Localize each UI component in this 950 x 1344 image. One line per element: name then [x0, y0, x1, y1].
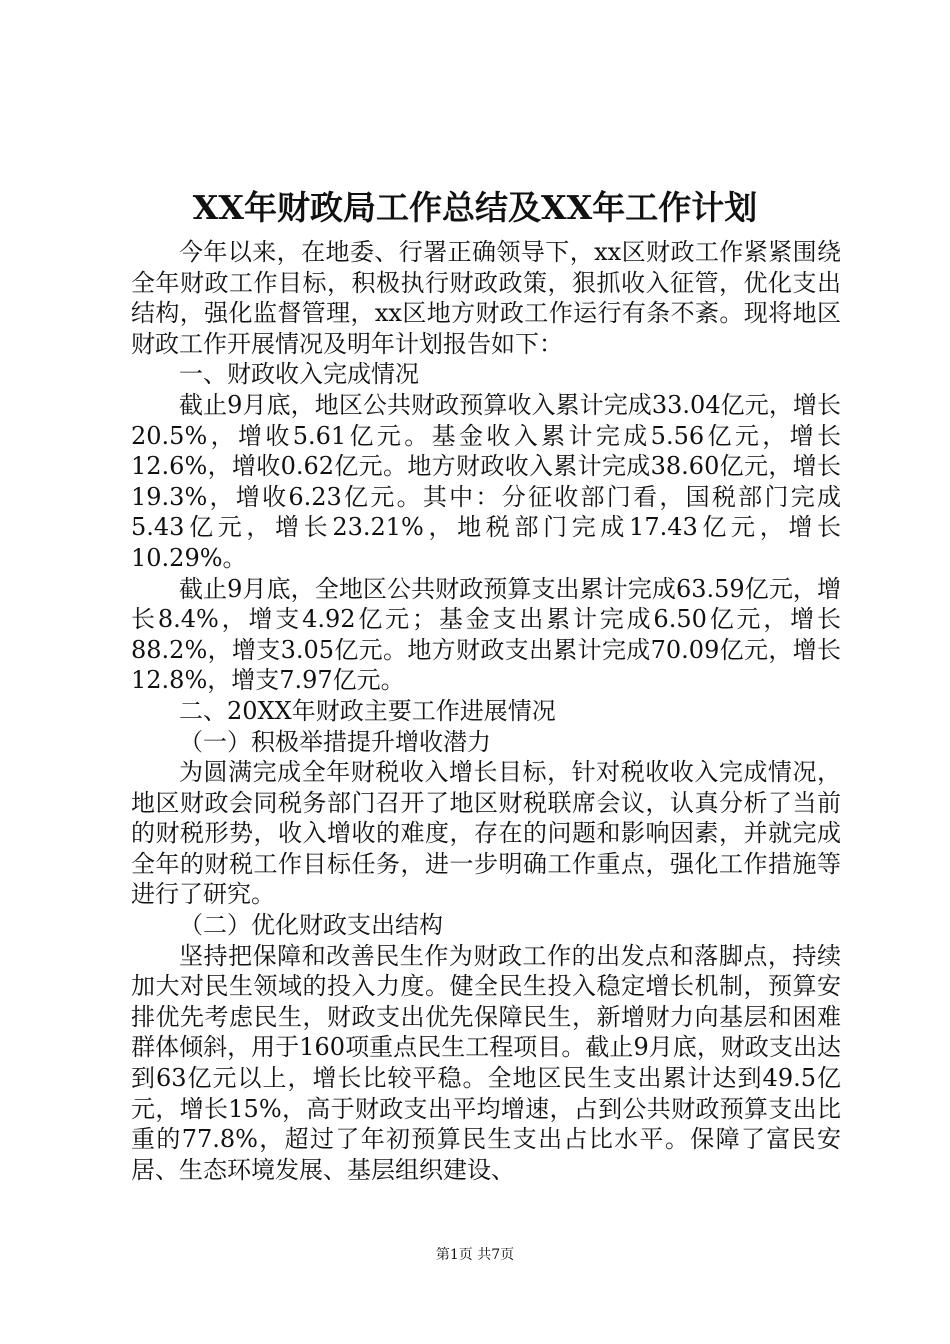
subsection-heading-1: （一）积极举措提升增收潜力 — [179, 727, 491, 756]
subsection-heading-2: （二）优化财政支出结构 — [179, 911, 443, 940]
revenue-paragraph: 截止9月底，地区公共财政预算收入累计完成33.04亿元，增长20.5%，增收5.61亿元。基金收入累计完成5.56亿元，增长12.6%，增收0.62亿元。地方财政收入累计完成38.60亿元，增长19.3%，增收6.23亿元。其中：分征收部门看，国税部门完成5.43亿元，增长23.21%，地税部门完成17.43亿元，增长10.29%。 — [131, 390, 841, 572]
subsection-1-paragraph: 为圆满完成全年财税收入增长目标，针对税收收入完成情况，地区财政会同税务部门召开了地区财税联席会议，认真分析了当前的财税形势，收入增收的难度，存在的问题和影响因素，并就完成全年的财税工作目标任务，进一步明确工作重点，强化工作措施等进行了研究。 — [131, 758, 841, 909]
document-title: XX年财政局工作总结及XX年工作计划 — [192, 188, 758, 227]
expenditure-paragraph: 截止9月底，全地区公共财政预算支出累计完成63.59亿元，增长8.4%，增支4.92亿元；基金支出累计完成6.50亿元，增长88.2%，增支3.05亿元。地方财政支出累计完成70.09亿元，增长12.8%，增支7.97亿元。 — [131, 574, 841, 695]
section-heading-progress: 二、20XX年财政主要工作进展情况 — [179, 696, 556, 725]
section-heading-revenue: 一、财政收入完成情况 — [179, 360, 419, 389]
document-body — [131, 237, 841, 1185]
page-number-footer: 第1页 共7页 — [435, 1247, 515, 1263]
intro-paragraph: 今年以来，在地委、行署正确领导下，xx区财政工作紧紧围绕全年财政工作目标，积极执行财政政策，狠抓收入征管，优化支出结构，强化监督管理，xx区地方财政工作运行有条不紊。现将地区财政工作开展情况及明年计划报告如下： — [131, 238, 841, 358]
subsection-2-paragraph: 坚持把保障和改善民生作为财政工作的出发点和落脚点，持续加大对民生领域的投入力度。健全民生投入稳定增长机制，预算安排优先考虑民生，财政支出优先保障民生，新增财力向基层和困难群体倾斜，用于160项重点民生工程项目。截止9月底，财政支出达到63亿元以上，增长比较平稳。全地区民生支出累计达到49.5亿元，增长15%，高于财政支出平均增速，占到公共财政预算支出比重的77.8%，超过了年初预算民生支出占比水平。保障了富民安居、生态环境发展、基层组织建设、 — [131, 941, 841, 1184]
